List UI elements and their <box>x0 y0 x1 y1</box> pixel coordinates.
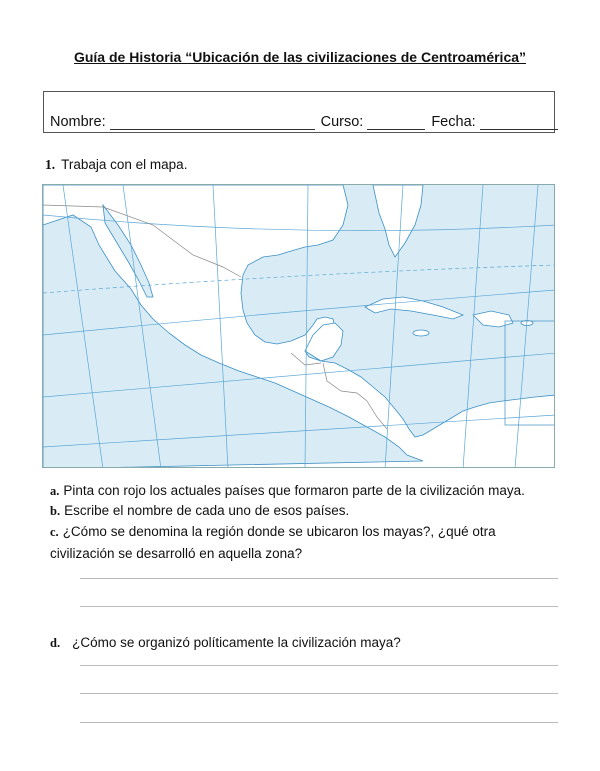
question-1 <box>45 157 187 173</box>
central-america-map[interactable] <box>42 184 555 468</box>
item-c-letter: c. <box>50 525 59 539</box>
fecha-field[interactable] <box>480 115 558 130</box>
item-a-letter: a. <box>50 484 60 498</box>
item-b-letter: b. <box>50 504 61 518</box>
item-a-text: Pinta con rojo los actuales países que formaron parte de la civilización maya. <box>63 483 525 498</box>
nombre-field[interactable] <box>110 115 315 130</box>
item-c <box>50 521 560 564</box>
student-info-box <box>43 91 555 133</box>
curso-label: Curso: <box>320 114 364 130</box>
map-svg <box>43 185 555 468</box>
answer-line-c-1[interactable] <box>80 578 558 579</box>
answer-line-d-1[interactable] <box>80 665 558 666</box>
item-d <box>50 632 560 654</box>
answer-line-d-2[interactable] <box>80 693 558 694</box>
question-1-number: 1. <box>45 157 56 172</box>
curso-field[interactable] <box>367 115 425 130</box>
answer-line-c-2[interactable] <box>80 606 558 607</box>
item-d-letter: d. <box>50 636 61 650</box>
worksheet-title: Guía de Historia “Ubicación de las civilizaciones de Centroamérica” <box>73 49 527 65</box>
fecha-label: Fecha: <box>431 114 476 130</box>
item-c-text: ¿Cómo se denomina la región donde se ubicaron los mayas?, ¿qué otra civilización se desarrolló en aquella zona? <box>50 524 496 561</box>
land-jamaica <box>413 330 429 336</box>
item-b <box>50 500 560 522</box>
item-a <box>50 480 560 502</box>
question-1-text: Trabaja con el mapa. <box>61 157 188 172</box>
item-d-text: ¿Cómo se organizó políticamente la civilización maya? <box>72 635 401 650</box>
student-info-row <box>50 114 564 130</box>
answer-line-d-3[interactable] <box>80 722 558 723</box>
nombre-label: Nombre: <box>50 114 106 130</box>
item-b-text: Escribe el nombre de cada uno de esos países. <box>64 503 350 518</box>
